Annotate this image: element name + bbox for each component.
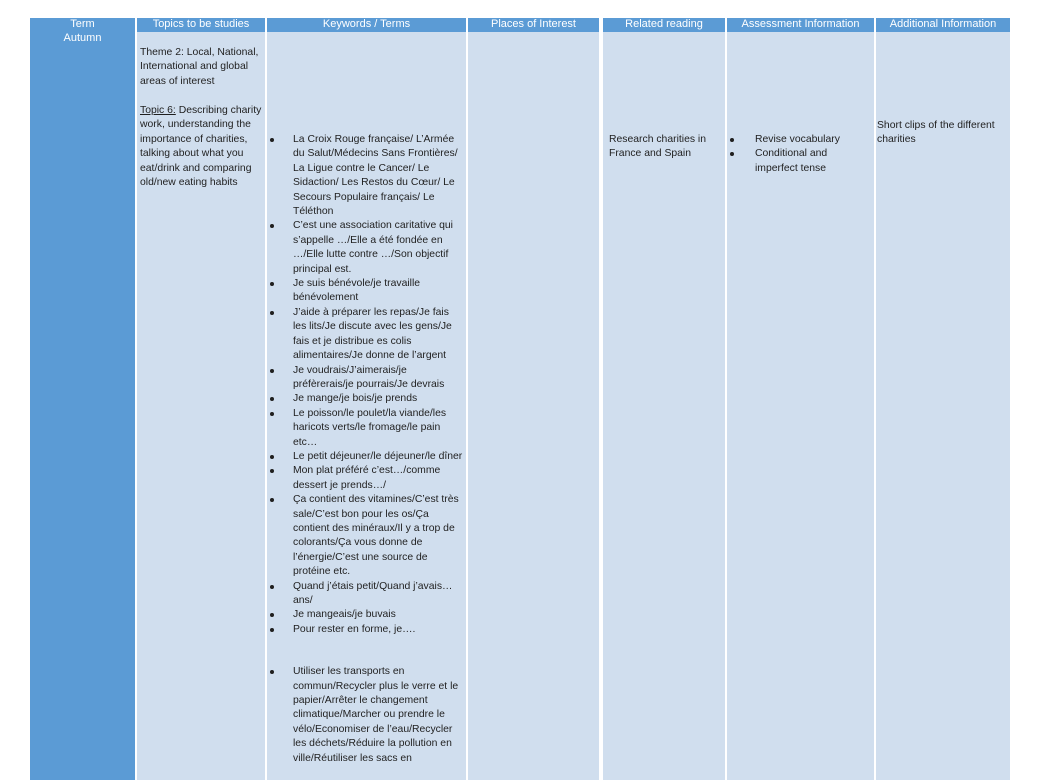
- keyword-item: Utiliser les transports en commun/Recycler plus le verre et le papier/Arrêter le changement climatique/Marcher ou prendre le vélo/Economiser de l’eau/Recycler les déchets/Réduire la pollution en ville/Réutiliser les sacs en: [267, 665, 465, 766]
- keyword-item: C’est une association caritative qui s’appelle …/Elle a été fondée en …/Elle lutte contre …/Son objectif principal est.: [267, 219, 465, 277]
- keywords-cell: [267, 32, 466, 780]
- keywords-column: [267, 18, 466, 780]
- keyword-item: Quand j’étais petit/Quand j’avais…ans/: [267, 580, 465, 609]
- keyword-item: Je mange/je bois/je prends: [267, 392, 465, 406]
- additional-header: Additional Information: [876, 18, 1010, 32]
- topic-label: Topic 6:: [140, 105, 176, 116]
- topics-cell: [137, 32, 265, 780]
- reading-header: Related reading: [603, 18, 725, 32]
- assessment-column: [727, 18, 874, 780]
- places-column: [468, 18, 599, 780]
- keywords-header: Keywords / Terms: [267, 18, 466, 32]
- topics-header: Topics to be studies: [137, 18, 265, 32]
- places-header: Places of Interest: [468, 18, 599, 32]
- assessment-list: [727, 133, 854, 176]
- keyword-item: Je voudrais/J’aimerais/je préfèrerais/je pourrais/Je devrais: [267, 364, 465, 393]
- term-cell: [30, 32, 135, 780]
- reading-cell: [603, 32, 725, 780]
- keyword-item: Le poisson/le poulet/la viande/les haricots verts/le fromage/le pain etc…: [267, 407, 465, 450]
- keyword-item: Je mangeais/je buvais: [267, 608, 465, 622]
- assessment-item: Conditional and imperfect tense: [727, 147, 854, 176]
- topic-description: [140, 104, 263, 190]
- keyword-item: J’aide à préparer les repas/Je fais les lits/Je discute avec les gens/Je fais et je distribue es colis alimentaires/Je donne de l’argent: [267, 306, 465, 364]
- additional-column: [876, 18, 1010, 780]
- assessment-item: Revise vocabulary: [727, 133, 854, 147]
- reading-column: [603, 18, 725, 780]
- topic-text: Describing charity work, understanding the importance of charities, talking about what you eat/drink and comparing old/new eating habits: [140, 105, 262, 189]
- additional-cell: [876, 32, 1010, 780]
- keyword-item: Pour rester en forme, je….: [267, 623, 465, 637]
- keyword-item: Le petit déjeuner/le déjeuner/le dîner: [267, 450, 465, 464]
- keyword-item: Je suis bénévole/je travaille bénévolement: [267, 277, 465, 306]
- keyword-item: La Croix Rouge française/ L’Armée du Salut/Médecins Sans Frontières/ La Ligue contre le Cancer/ Le Sidaction/ Les Restos du Cœur/ Le Secours Populaire français/ Le Téléthon: [267, 133, 465, 219]
- topics-column: [137, 18, 265, 780]
- keywords-list: [267, 133, 465, 766]
- places-cell: [468, 32, 599, 780]
- keyword-item: Mon plat préféré c’est…/comme dessert je prends…/: [267, 464, 465, 493]
- assessment-header: Assessment Information: [727, 18, 874, 32]
- additional-text: Short clips of the different charities: [877, 120, 995, 146]
- keyword-item: Ça contient des vitamines/C’est très sale/C’est bon pour les os/Ça contient des minéraux/Il y a trop de colorants/Ça vous donne de l’énergie/C’est une source de protéine etc.: [267, 493, 465, 579]
- reading-text: Research charities in France and Spain: [609, 134, 707, 160]
- term-column: [30, 18, 135, 780]
- term-header: Term: [30, 18, 135, 32]
- theme-text: Theme 2: Local, National, International and global areas of interest: [140, 47, 259, 87]
- assessment-cell: [727, 32, 874, 780]
- term-value: Autumn: [63, 32, 102, 44]
